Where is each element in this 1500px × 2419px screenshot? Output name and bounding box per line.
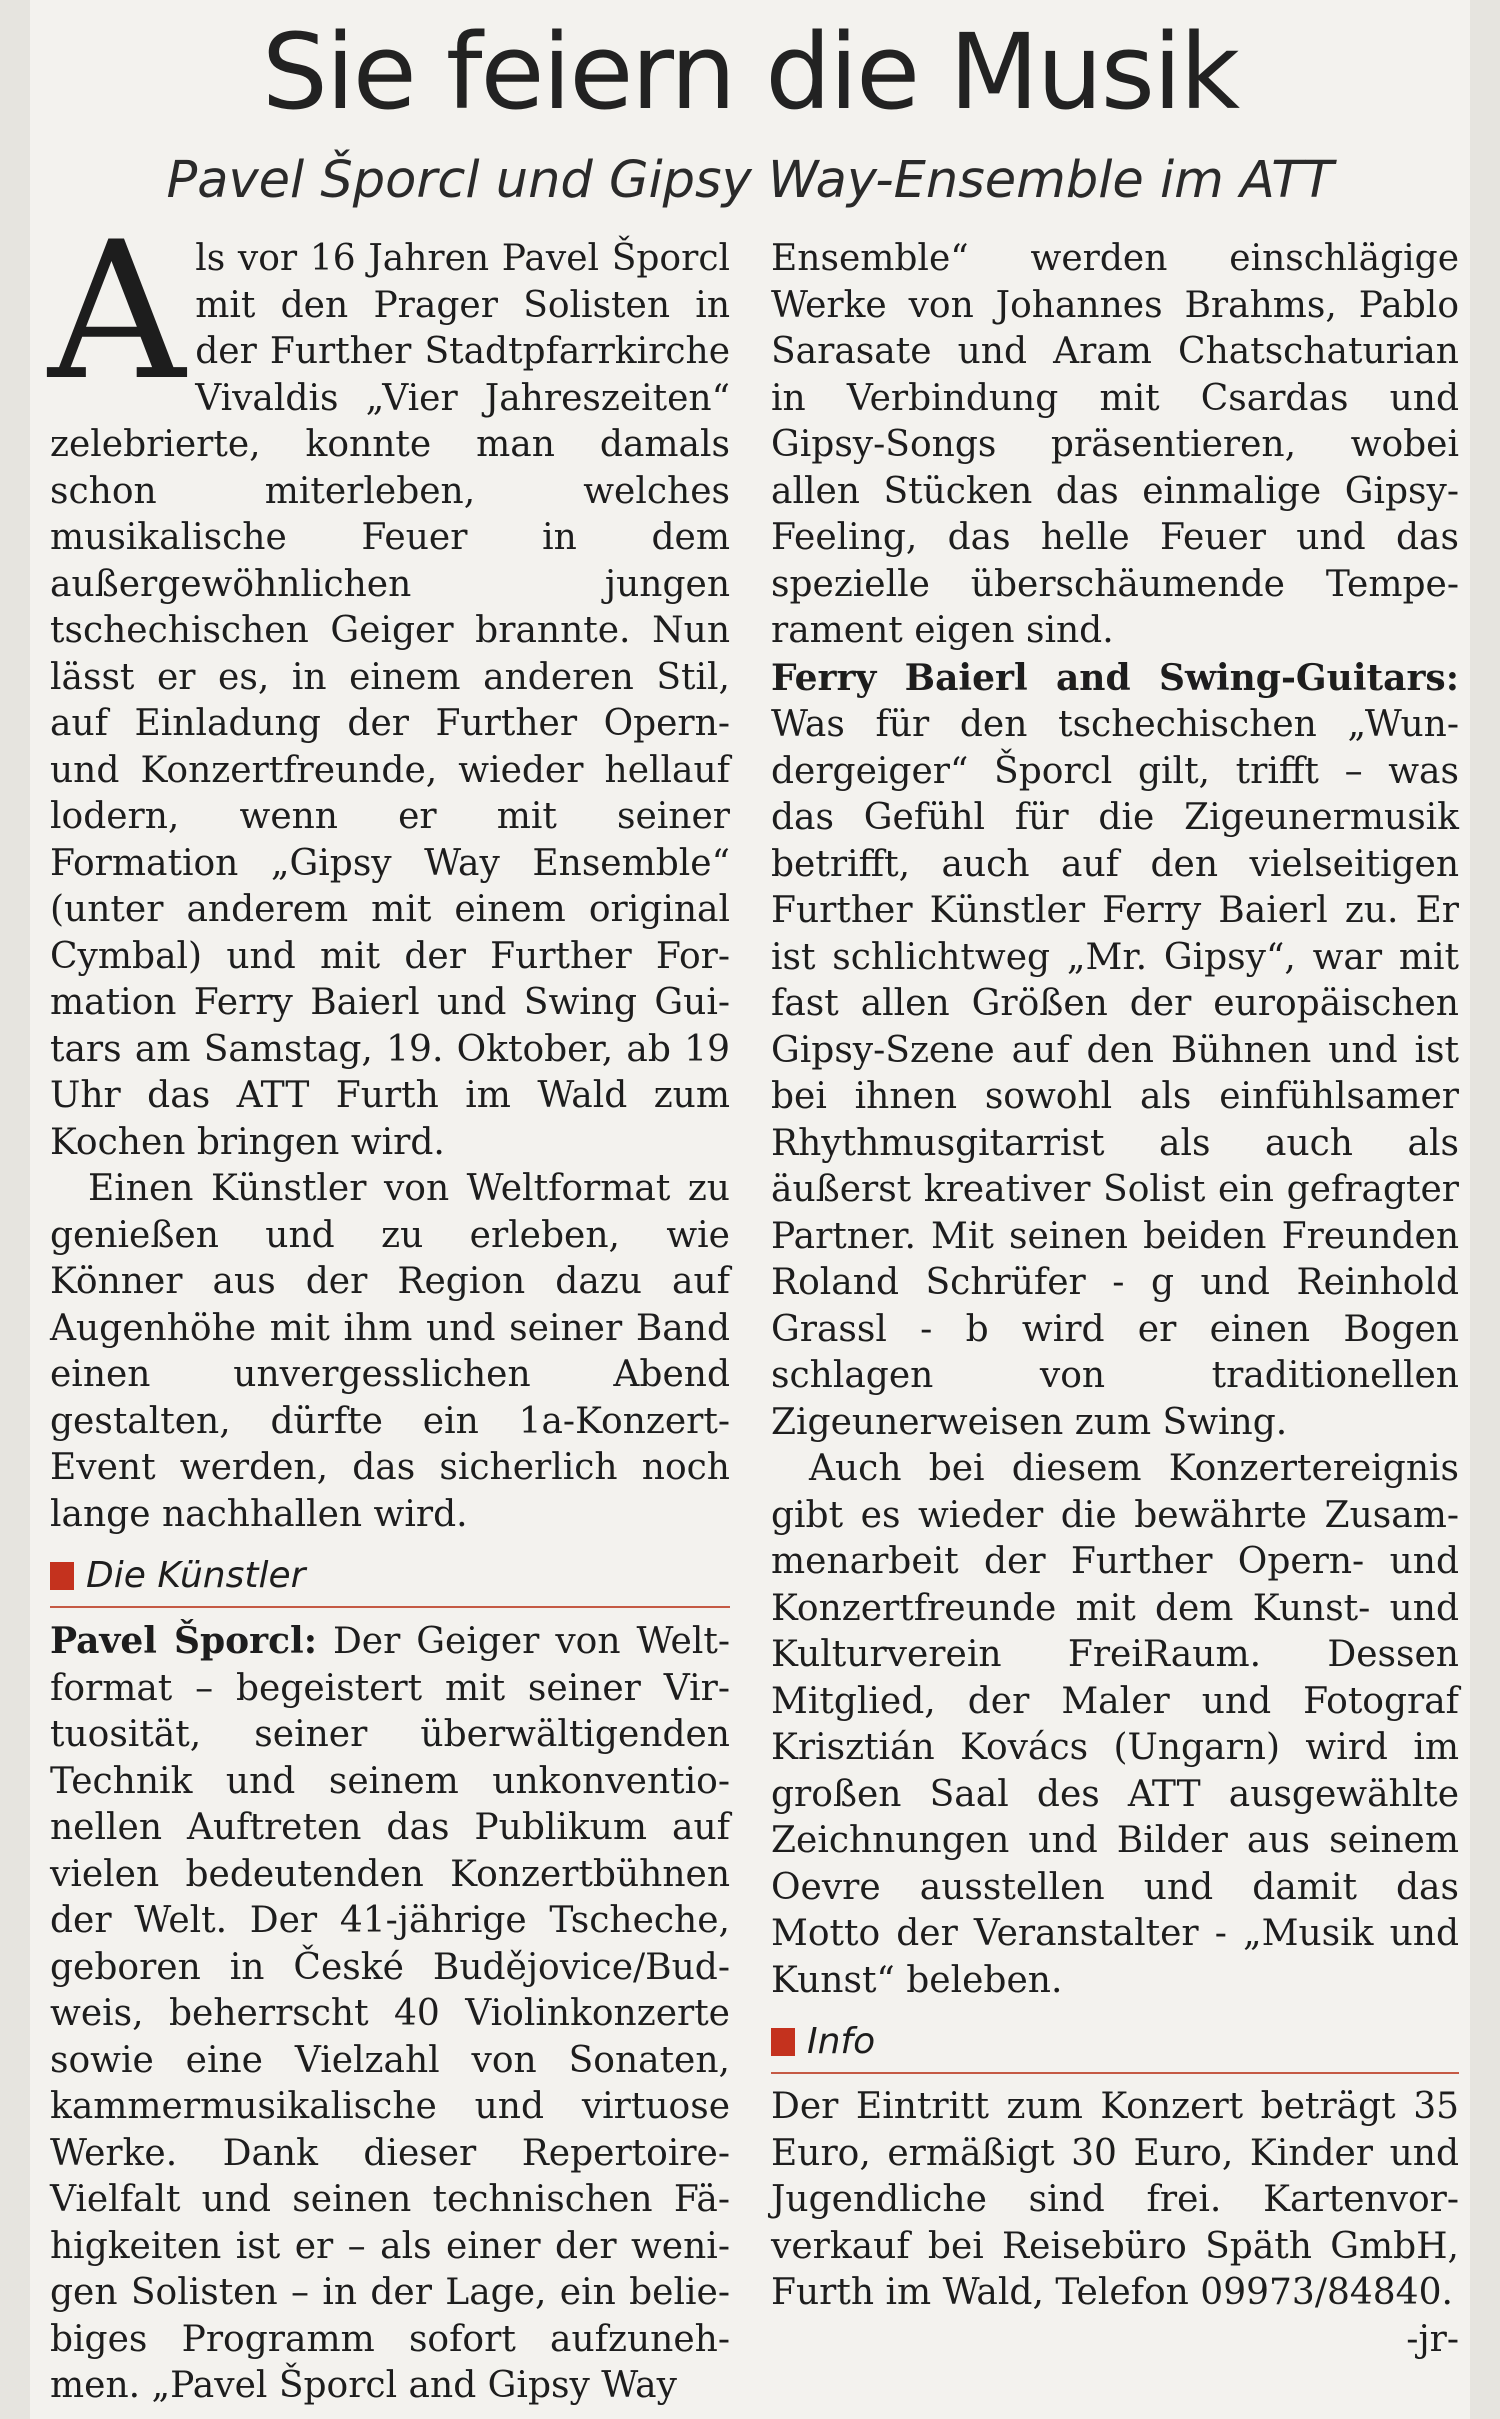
artist-paragraph bbox=[50, 1618, 730, 2410]
paragraph-continued: Ensemble“ werden einschlägige Werke von Johannes Brahms, Pablo Sarasate und Aram Chatschaturian in Verbindung mit Csardas und Gipsy-Songs präsentieren, wobei allen Stücken das einmalige Gipsy-Feeling, das helle Feuer und das spezielle überschäumende Temperament eigen sind. bbox=[771, 238, 1459, 651]
section-heading-artists bbox=[50, 1552, 730, 1608]
subheadline: Pavel Šporcl und Gipsy Way-Ensemble im ATT bbox=[166, 151, 1334, 210]
section-heading-info bbox=[771, 2018, 1459, 2074]
square-marker-icon bbox=[771, 2028, 795, 2056]
paragraph: Auch bei diesem Konzertereignis gibt es wieder die bewährte Zusammenarbeit der Further Opern- und Konzertfreunde mit dem Kunst- und Kulturverein FreiRaum. Dessen Mitglied, der Maler und Fotograf Krisztián Kovács (Ungarn) wird im großen Saal des ATT ausgewählte Zeichnungen und Bilder aus seinem Oevre ausstellen und damit das Motto der Veranstalter - „Musik und Kunst“ beleben. bbox=[771, 1448, 1459, 2001]
author-signature: -jr- bbox=[1406, 2318, 1459, 2360]
intro-paragraph bbox=[48, 201, 730, 1166]
article-column-right bbox=[771, 236, 1459, 2363]
section-heading-label: Info bbox=[807, 2021, 876, 2062]
article-column-left bbox=[48, 201, 730, 2410]
info-text: Der Eintritt zum Konzert beträgt 35 Euro, ermäßigt 30 Euro, Kinder und Jugendliche sind frei. Kartenvorverkauf bei Reisebüro Späth GmbH, Furth im Wald, Telefon 09973/84840. bbox=[771, 2086, 1459, 2313]
artist-text: Was für den tschechischen „Wundergeiger“ Šporcl gilt, trifft – was das Gefühl für die Zigeunermusik betrifft, auch auf den vielseitigen Further Künstler Ferry Baierl zu. Er ist schlichtweg „Mr. Gipsy“, war mit fast allen Größen der europäischen Gipsy-Szene auf den Bühnen und ist bei ihnen sowohl als einfühlsamer Rhythmusgitarrist als auch als äußerst kreativer Solist ein gefragter Partner. Mit seinen beiden Freunden Roland Schrüfer - g und Reinhold Grassl - b wird er einen Bogen schlagen von traditionellen Zigeunerweisen zum Swing. bbox=[771, 704, 1459, 1443]
section-heading-label: Die Künstler bbox=[86, 1555, 306, 1596]
artist-paragraph bbox=[771, 655, 1459, 1447]
artist-name: Pavel Šporcl: bbox=[50, 1620, 317, 1662]
info-paragraph bbox=[771, 2084, 1459, 2360]
headline: Sie feiern die Musik bbox=[261, 11, 1239, 133]
intro-text: ls vor 16 Jahren Pavel Šporcl mit den Prager Solisten in der Further Stadtpfarrkirche Vivaldis „Vier Jahreszeiten“ zelebrierte, konnte man damals schon miterleben, welches musikalische Feuer in dem außergewöhnlichen jungen tschechischen Geiger brannte. Nun lässt er es, in einem anderen Stil, auf Einladung der Further Opern- und Konzertfreunde, wieder hellauf lodern, wenn er mit seiner Formation „Gipsy Way Ensemble“ (unter anderem mit einem original Cymbal) und mit der Further Formation Ferry Baierl und Swing Guitars am Samstag, 19. Oktober, ab 19 Uhr das ATT Furth im Wald zum Kochen bringen wird. bbox=[50, 238, 730, 1163]
drop-cap: A bbox=[48, 201, 186, 422]
artist-text: Der Geiger von Weltformat – begeistert mit seiner Virtuosität, seiner überwältigenden Technik und seinem unkonventionellen Auftreten das Publikum auf vielen bedeutenden Konzertbühnen der Welt. Der 41-jährige Tscheche, geboren in České Budějovice/Budweis, beherrscht 40 Violinkonzerte sowie eine Vielzahl von Sonaten, kammermusikalische und virtuose Werke. Dank dieser Repertoire-Vielfalt und seinen technischen Fähigkeiten ist er – als einer der wenigen Solisten – in der Lage, ein beliebiges Programm sofort aufzunehmen. „Pavel Šporcl and Gipsy Way bbox=[50, 1621, 730, 2406]
paragraph: Einen Künstler von Weltformat zu genießen und zu erleben, wie Könner aus der Region dazu auf Augenhöhe mit ihm und seiner Band einen unvergesslichen Abend gestalten, dürfte ein 1a-Konzert-Event werden, das sicherlich noch lange nachhallen wird. bbox=[50, 1168, 730, 1535]
square-marker-icon bbox=[50, 1562, 74, 1590]
artist-name: Ferry Baierl and Swing-Guitars: bbox=[771, 656, 1459, 699]
